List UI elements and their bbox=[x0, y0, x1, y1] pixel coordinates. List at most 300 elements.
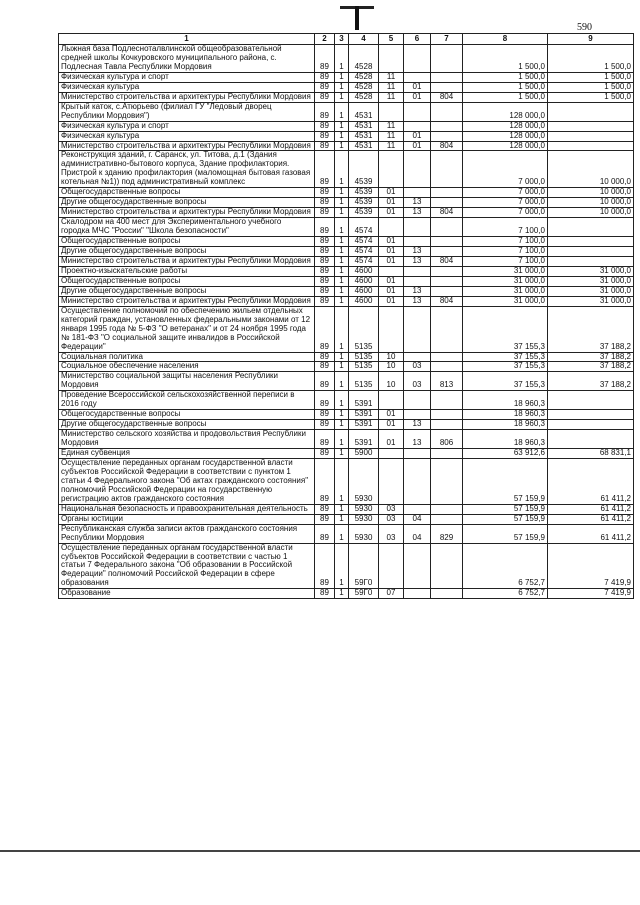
code-cell: 4574 bbox=[349, 256, 379, 266]
amount-cell: 10 000,0 bbox=[548, 208, 634, 218]
table-row bbox=[59, 449, 634, 459]
code-cell: 89 bbox=[315, 121, 335, 131]
amount-cell: 68 831,1 bbox=[548, 449, 634, 459]
code-cell bbox=[404, 45, 431, 73]
amount-cell: 10 000,0 bbox=[548, 151, 634, 188]
code-cell: 89 bbox=[315, 286, 335, 296]
amount-cell: 128 000,0 bbox=[463, 131, 548, 141]
budget-table bbox=[58, 33, 634, 599]
table-row bbox=[59, 266, 634, 276]
table-row bbox=[59, 458, 634, 504]
code-cell: 4531 bbox=[349, 131, 379, 141]
code-cell: 1 bbox=[335, 458, 349, 504]
code-cell: 89 bbox=[315, 391, 335, 410]
code-cell: 01 bbox=[379, 237, 404, 247]
code-cell: 89 bbox=[315, 410, 335, 420]
row-name-cell: Образование bbox=[59, 589, 315, 599]
page-number: 590 bbox=[577, 22, 592, 33]
code-cell: 89 bbox=[315, 372, 335, 391]
code-cell bbox=[379, 543, 404, 589]
code-cell: 1 bbox=[335, 362, 349, 372]
code-cell: 13 bbox=[404, 296, 431, 306]
code-cell: 4600 bbox=[349, 266, 379, 276]
code-cell bbox=[404, 121, 431, 131]
amount-cell: 37 188,2 bbox=[548, 352, 634, 362]
code-cell: 89 bbox=[315, 266, 335, 276]
table-row bbox=[59, 410, 634, 420]
code-cell: 804 bbox=[431, 256, 463, 266]
code-cell: 01 bbox=[404, 82, 431, 92]
code-cell: 13 bbox=[404, 430, 431, 449]
amount-cell: 57 159,9 bbox=[463, 514, 548, 524]
code-cell: 5135 bbox=[349, 362, 379, 372]
code-cell: 4600 bbox=[349, 296, 379, 306]
code-cell: 4528 bbox=[349, 72, 379, 82]
amount-cell: 1 500,0 bbox=[548, 82, 634, 92]
row-name-cell: Общегосударственные вопросы bbox=[59, 410, 315, 420]
code-cell: 89 bbox=[315, 237, 335, 247]
code-cell: 11 bbox=[379, 141, 404, 151]
row-name-cell: Социальное обеспечение населения bbox=[59, 362, 315, 372]
amount-cell: 31 000,0 bbox=[548, 276, 634, 286]
amount-cell: 7 100,0 bbox=[463, 256, 548, 266]
code-cell bbox=[431, 131, 463, 141]
code-cell bbox=[404, 188, 431, 198]
code-cell: 5391 bbox=[349, 410, 379, 420]
header-cell: 8 bbox=[463, 34, 548, 45]
row-name-cell: Реконструкция зданий, г. Саранск, ул. Титова, д.1 (Здания административно-бытового корпуса, Здание профилактория. Пристрой к зданию профилактория (маломощная бытовая газовая котельная №1)) под административный комплекс bbox=[59, 151, 315, 188]
amount-cell: 37 155,3 bbox=[463, 352, 548, 362]
code-cell bbox=[431, 266, 463, 276]
row-name-cell: Министерство строительства и архитектуры Республики Мордовия bbox=[59, 141, 315, 151]
code-cell: 1 bbox=[335, 430, 349, 449]
code-cell bbox=[431, 543, 463, 589]
amount-cell: 63 912,6 bbox=[463, 449, 548, 459]
code-cell: 5135 bbox=[349, 372, 379, 391]
amount-cell: 1 500,0 bbox=[463, 45, 548, 73]
code-cell: 4531 bbox=[349, 102, 379, 121]
code-cell bbox=[431, 198, 463, 208]
code-cell: 13 bbox=[404, 198, 431, 208]
code-cell: 1 bbox=[335, 420, 349, 430]
code-cell: 01 bbox=[379, 420, 404, 430]
code-cell: 89 bbox=[315, 543, 335, 589]
code-cell: 5135 bbox=[349, 306, 379, 352]
amount-cell: 7 000,0 bbox=[463, 208, 548, 218]
row-name-cell: Скалодром на 400 мест для Экспериментального учебного городка МЧС "России" "Школа безопасности" bbox=[59, 218, 315, 237]
code-cell: 89 bbox=[315, 524, 335, 543]
code-cell: 13 bbox=[404, 286, 431, 296]
code-cell: 5391 bbox=[349, 391, 379, 410]
code-cell bbox=[431, 410, 463, 420]
code-cell: 4528 bbox=[349, 45, 379, 73]
amount-cell: 61 411,2 bbox=[548, 458, 634, 504]
code-cell bbox=[431, 218, 463, 237]
table-row bbox=[59, 276, 634, 286]
code-cell bbox=[404, 391, 431, 410]
code-cell: 01 bbox=[379, 410, 404, 420]
amount-cell: 37 155,3 bbox=[463, 306, 548, 352]
table-row bbox=[59, 543, 634, 589]
amount-cell: 1 500,0 bbox=[548, 72, 634, 82]
table-row bbox=[59, 72, 634, 82]
code-cell bbox=[404, 410, 431, 420]
row-name-cell: Физическая культура и спорт bbox=[59, 72, 315, 82]
row-name-cell: Социальная политика bbox=[59, 352, 315, 362]
code-cell: 1 bbox=[335, 72, 349, 82]
code-cell: 10 bbox=[379, 352, 404, 362]
code-cell: 01 bbox=[404, 131, 431, 141]
row-name-cell: Осуществление переданных органам государственной власти субъектов Российской Федерации в соответствии с частью 1 статьи 7 Федерального закона "Об образовании в Российской Федерации" полномочий Российской Федерации в сфере образования bbox=[59, 543, 315, 589]
amount-cell: 31 000,0 bbox=[548, 266, 634, 276]
amount-cell: 57 159,9 bbox=[463, 458, 548, 504]
amount-cell: 37 155,3 bbox=[463, 362, 548, 372]
code-cell: 03 bbox=[379, 514, 404, 524]
table-row bbox=[59, 247, 634, 257]
table-row bbox=[59, 514, 634, 524]
amount-cell bbox=[548, 121, 634, 131]
amount-cell: 1 500,0 bbox=[548, 45, 634, 73]
code-cell bbox=[379, 266, 404, 276]
code-cell: 4574 bbox=[349, 237, 379, 247]
amount-cell: 7 100,0 bbox=[463, 218, 548, 237]
code-cell: 89 bbox=[315, 362, 335, 372]
code-cell: 1 bbox=[335, 296, 349, 306]
amount-cell: 57 159,9 bbox=[463, 504, 548, 514]
amount-cell: 7 419,9 bbox=[548, 543, 634, 589]
code-cell bbox=[379, 218, 404, 237]
table-row bbox=[59, 430, 634, 449]
row-name-cell: Физическая культура и спорт bbox=[59, 121, 315, 131]
row-name-cell: Национальная безопасность и правоохранительная деятельность bbox=[59, 504, 315, 514]
code-cell: 13 bbox=[404, 208, 431, 218]
code-cell bbox=[379, 458, 404, 504]
table-row bbox=[59, 372, 634, 391]
header-cell: 2 bbox=[315, 34, 335, 45]
code-cell bbox=[379, 306, 404, 352]
code-cell: 04 bbox=[404, 514, 431, 524]
code-cell bbox=[431, 188, 463, 198]
row-name-cell: Республиканская служба записи актов гражданского состояния Республики Мордовия bbox=[59, 524, 315, 543]
code-cell bbox=[379, 151, 404, 188]
table-row bbox=[59, 352, 634, 362]
row-name-cell: Физическая культура bbox=[59, 131, 315, 141]
amount-cell: 7 000,0 bbox=[463, 151, 548, 188]
code-cell bbox=[404, 543, 431, 589]
code-cell: 89 bbox=[315, 589, 335, 599]
row-name-cell: Министерство сельского хозяйства и продовольствия Республики Мордовия bbox=[59, 430, 315, 449]
amount-cell: 6 752,7 bbox=[463, 543, 548, 589]
header-cell: 4 bbox=[349, 34, 379, 45]
code-cell: 10 bbox=[379, 372, 404, 391]
amount-cell bbox=[548, 410, 634, 420]
amount-cell bbox=[548, 391, 634, 410]
code-cell bbox=[404, 449, 431, 459]
code-cell: 804 bbox=[431, 296, 463, 306]
row-name-cell: Проектно-изыскательские работы bbox=[59, 266, 315, 276]
code-cell: 89 bbox=[315, 141, 335, 151]
code-cell: 11 bbox=[379, 92, 404, 102]
code-cell: 10 bbox=[379, 362, 404, 372]
code-cell: 806 bbox=[431, 430, 463, 449]
code-cell: 1 bbox=[335, 256, 349, 266]
code-cell: 1 bbox=[335, 218, 349, 237]
code-cell: 4574 bbox=[349, 247, 379, 257]
table-row bbox=[59, 102, 634, 121]
code-cell: 4600 bbox=[349, 286, 379, 296]
code-cell: 03 bbox=[379, 504, 404, 514]
code-cell bbox=[404, 237, 431, 247]
amount-cell bbox=[548, 247, 634, 257]
code-cell bbox=[431, 504, 463, 514]
table-row bbox=[59, 92, 634, 102]
table-row bbox=[59, 362, 634, 372]
code-cell bbox=[404, 352, 431, 362]
code-cell: 89 bbox=[315, 45, 335, 73]
bottom-rule bbox=[0, 850, 640, 852]
code-cell: 1 bbox=[335, 188, 349, 198]
code-cell: 4539 bbox=[349, 198, 379, 208]
code-cell bbox=[431, 151, 463, 188]
table-row bbox=[59, 218, 634, 237]
table-row bbox=[59, 306, 634, 352]
table-header-row bbox=[59, 34, 634, 45]
code-cell: 5930 bbox=[349, 514, 379, 524]
amount-cell: 128 000,0 bbox=[463, 121, 548, 131]
header-cell: 1 bbox=[59, 34, 315, 45]
code-cell: 01 bbox=[379, 296, 404, 306]
code-cell: 1 bbox=[335, 276, 349, 286]
amount-cell: 31 000,0 bbox=[463, 286, 548, 296]
code-cell bbox=[404, 458, 431, 504]
code-cell: 1 bbox=[335, 306, 349, 352]
code-cell: 11 bbox=[379, 121, 404, 131]
amount-cell bbox=[548, 430, 634, 449]
row-name-cell: Общегосударственные вопросы bbox=[59, 276, 315, 286]
amount-cell: 61 411,2 bbox=[548, 504, 634, 514]
table-row bbox=[59, 256, 634, 266]
code-cell bbox=[431, 72, 463, 82]
code-cell: 13 bbox=[404, 247, 431, 257]
code-cell: 1 bbox=[335, 151, 349, 188]
code-cell: 1 bbox=[335, 131, 349, 141]
code-cell: 1 bbox=[335, 198, 349, 208]
amount-cell: 31 000,0 bbox=[463, 266, 548, 276]
row-name-cell: Физическая культура bbox=[59, 82, 315, 92]
code-cell: 1 bbox=[335, 237, 349, 247]
code-cell bbox=[404, 151, 431, 188]
code-cell: 4528 bbox=[349, 82, 379, 92]
amount-cell bbox=[548, 218, 634, 237]
code-cell: 1 bbox=[335, 121, 349, 131]
code-cell: 5391 bbox=[349, 430, 379, 449]
row-name-cell: Крытый каток, с.Атюрьево (филиал ГУ "Ледовый дворец Республики Мордовия") bbox=[59, 102, 315, 121]
code-cell: 07 bbox=[379, 589, 404, 599]
code-cell: 1 bbox=[335, 266, 349, 276]
code-cell: 4539 bbox=[349, 188, 379, 198]
row-name-cell: Министерство строительства и архитектуры Республики Мордовия bbox=[59, 256, 315, 266]
code-cell: 4528 bbox=[349, 92, 379, 102]
table-row bbox=[59, 296, 634, 306]
row-name-cell: Министерство социальной защиты населения Республики Мордовия bbox=[59, 372, 315, 391]
code-cell: 04 bbox=[404, 524, 431, 543]
row-name-cell: Министерство строительства и архитектуры Республики Мордовия bbox=[59, 296, 315, 306]
code-cell: 89 bbox=[315, 296, 335, 306]
code-cell: 01 bbox=[379, 430, 404, 449]
code-cell bbox=[431, 589, 463, 599]
code-cell: 4600 bbox=[349, 276, 379, 286]
code-cell: 03 bbox=[379, 524, 404, 543]
table-row bbox=[59, 82, 634, 92]
row-name-cell: Осуществление переданных органам государственной власти субъектов Российской Федерации в соответствии с пунктом 1 статьи 4 Федерального закона "Об актах гражданского состояния" полномочий Российской Федерации на государственную регистрацию актов гражданского состояния bbox=[59, 458, 315, 504]
amount-cell: 1 500,0 bbox=[548, 92, 634, 102]
code-cell bbox=[431, 458, 463, 504]
code-cell bbox=[404, 306, 431, 352]
amount-cell: 37 188,2 bbox=[548, 362, 634, 372]
code-cell bbox=[404, 102, 431, 121]
amount-cell: 128 000,0 bbox=[463, 102, 548, 121]
code-cell: 804 bbox=[431, 208, 463, 218]
amount-cell: 10 000,0 bbox=[548, 198, 634, 208]
row-name-cell: Единая субвенция bbox=[59, 449, 315, 459]
amount-cell: 7 100,0 bbox=[463, 247, 548, 257]
binding-mark bbox=[355, 6, 359, 30]
code-cell bbox=[431, 362, 463, 372]
amount-cell: 61 411,2 bbox=[548, 524, 634, 543]
amount-cell: 31 000,0 bbox=[548, 286, 634, 296]
code-cell bbox=[431, 276, 463, 286]
code-cell: 1 bbox=[335, 102, 349, 121]
code-cell: 4531 bbox=[349, 121, 379, 131]
amount-cell: 7 000,0 bbox=[463, 188, 548, 198]
code-cell bbox=[431, 391, 463, 410]
code-cell: 1 bbox=[335, 504, 349, 514]
amount-cell: 31 000,0 bbox=[548, 296, 634, 306]
code-cell: 5930 bbox=[349, 504, 379, 514]
code-cell: 4539 bbox=[349, 151, 379, 188]
code-cell bbox=[431, 306, 463, 352]
header-cell: 5 bbox=[379, 34, 404, 45]
code-cell: 89 bbox=[315, 504, 335, 514]
code-cell: 89 bbox=[315, 247, 335, 257]
row-name-cell: Другие общегосударственные вопросы bbox=[59, 420, 315, 430]
amount-cell: 7 419,9 bbox=[548, 589, 634, 599]
amount-cell: 57 159,9 bbox=[463, 524, 548, 543]
code-cell: 1 bbox=[335, 410, 349, 420]
table-row bbox=[59, 524, 634, 543]
code-cell: 01 bbox=[379, 286, 404, 296]
code-cell: 804 bbox=[431, 92, 463, 102]
header-cell: 7 bbox=[431, 34, 463, 45]
code-cell bbox=[431, 102, 463, 121]
code-cell: 5900 bbox=[349, 449, 379, 459]
amount-cell: 1 500,0 bbox=[463, 92, 548, 102]
row-name-cell: Общегосударственные вопросы bbox=[59, 237, 315, 247]
code-cell: 11 bbox=[379, 131, 404, 141]
code-cell bbox=[431, 420, 463, 430]
code-cell: 11 bbox=[379, 72, 404, 82]
row-name-cell: Другие общегосударственные вопросы bbox=[59, 247, 315, 257]
code-cell: 89 bbox=[315, 306, 335, 352]
code-cell: 4539 bbox=[349, 208, 379, 218]
code-cell bbox=[431, 514, 463, 524]
code-cell bbox=[431, 286, 463, 296]
code-cell bbox=[404, 589, 431, 599]
code-cell: 01 bbox=[379, 208, 404, 218]
amount-cell: 128 000,0 bbox=[463, 141, 548, 151]
table-row bbox=[59, 198, 634, 208]
code-cell: 4531 bbox=[349, 141, 379, 151]
code-cell: 01 bbox=[379, 247, 404, 257]
code-cell: 1 bbox=[335, 208, 349, 218]
header-cell: 9 bbox=[548, 34, 634, 45]
code-cell: 5930 bbox=[349, 524, 379, 543]
code-cell: 11 bbox=[379, 82, 404, 92]
code-cell: 89 bbox=[315, 458, 335, 504]
code-cell bbox=[404, 504, 431, 514]
row-name-cell: Общегосударственные вопросы bbox=[59, 188, 315, 198]
table-row bbox=[59, 121, 634, 131]
code-cell: 03 bbox=[404, 362, 431, 372]
code-cell: 01 bbox=[379, 188, 404, 198]
code-cell: 89 bbox=[315, 449, 335, 459]
code-cell: 89 bbox=[315, 188, 335, 198]
code-cell: 89 bbox=[315, 151, 335, 188]
code-cell bbox=[379, 391, 404, 410]
code-cell: 03 bbox=[404, 372, 431, 391]
code-cell: 01 bbox=[379, 276, 404, 286]
code-cell: 1 bbox=[335, 524, 349, 543]
amount-cell: 1 500,0 bbox=[463, 82, 548, 92]
code-cell bbox=[431, 352, 463, 362]
code-cell: 1 bbox=[335, 286, 349, 296]
code-cell bbox=[379, 102, 404, 121]
code-cell: 89 bbox=[315, 82, 335, 92]
code-cell: 5135 bbox=[349, 352, 379, 362]
code-cell: 13 bbox=[404, 420, 431, 430]
code-cell: 813 bbox=[431, 372, 463, 391]
amount-cell: 18 960,3 bbox=[463, 430, 548, 449]
amount-cell: 37 188,2 bbox=[548, 372, 634, 391]
code-cell bbox=[431, 82, 463, 92]
code-cell: 5391 bbox=[349, 420, 379, 430]
code-cell: 829 bbox=[431, 524, 463, 543]
row-name-cell: Другие общегосударственные вопросы bbox=[59, 198, 315, 208]
header-cell: 6 bbox=[404, 34, 431, 45]
code-cell: 89 bbox=[315, 131, 335, 141]
code-cell: 01 bbox=[404, 92, 431, 102]
code-cell: 89 bbox=[315, 352, 335, 362]
amount-cell: 31 000,0 bbox=[463, 296, 548, 306]
code-cell: 01 bbox=[379, 256, 404, 266]
table-row bbox=[59, 391, 634, 410]
code-cell: 01 bbox=[404, 141, 431, 151]
code-cell: 1 bbox=[335, 449, 349, 459]
code-cell: 1 bbox=[335, 82, 349, 92]
table-row bbox=[59, 237, 634, 247]
row-name-cell: Другие общегосударственные вопросы bbox=[59, 286, 315, 296]
amount-cell: 7 100,0 bbox=[463, 237, 548, 247]
amount-cell bbox=[548, 420, 634, 430]
code-cell: 1 bbox=[335, 391, 349, 410]
table-row bbox=[59, 208, 634, 218]
code-cell: 89 bbox=[315, 256, 335, 266]
row-name-cell: Лыжная база Подлесноталвлинской общеобразовательной средней школы Кочкуровского муниципального района, с. Подлесная Тавла Республики Мордовия bbox=[59, 45, 315, 73]
code-cell: 89 bbox=[315, 276, 335, 286]
amount-cell: 31 000,0 bbox=[463, 276, 548, 286]
code-cell: 59Г0 bbox=[349, 543, 379, 589]
code-cell: 1 bbox=[335, 141, 349, 151]
